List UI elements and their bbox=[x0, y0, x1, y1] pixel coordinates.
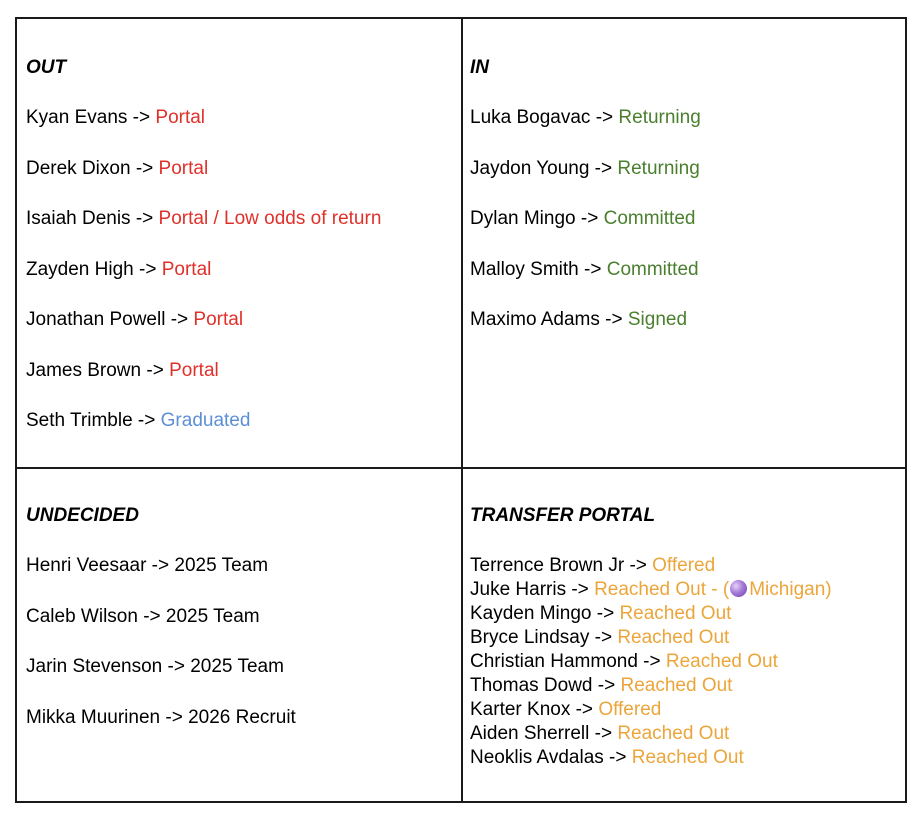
transfer-row bbox=[470, 722, 900, 746]
status: Returning bbox=[618, 107, 701, 128]
player-name: Kyan Evans bbox=[26, 107, 128, 128]
undecided-cell bbox=[26, 505, 456, 757]
player-name: Malloy Smith bbox=[470, 258, 579, 280]
transfer-row bbox=[470, 602, 900, 626]
player-name: Terrence Brown Jr bbox=[470, 555, 625, 576]
transfer-row bbox=[470, 746, 900, 770]
transfer-portal-heading: TRANSFER PORTAL bbox=[470, 505, 656, 526]
arrow: -> bbox=[130, 208, 159, 229]
player-name: Jaydon Young bbox=[470, 157, 590, 179]
player-name: Bryce Lindsay bbox=[470, 627, 590, 648]
player-name: Mikka Muurinen bbox=[26, 706, 161, 728]
arrow: -> bbox=[589, 627, 618, 648]
arrow: -> bbox=[603, 747, 632, 768]
player-name: Kayden Mingo bbox=[470, 603, 592, 624]
arrow: -> bbox=[589, 723, 618, 744]
arrow: -> bbox=[578, 258, 607, 280]
status-tail: Michigan) bbox=[749, 579, 832, 600]
arrow: -> bbox=[570, 699, 599, 720]
status: Reached Out bbox=[665, 651, 778, 672]
arrow: -> bbox=[130, 157, 159, 179]
status: Offered bbox=[652, 555, 716, 576]
out-list bbox=[26, 107, 456, 432]
out-row bbox=[26, 360, 456, 382]
arrow: -> bbox=[592, 675, 621, 696]
in-row bbox=[470, 158, 900, 180]
out-heading: OUT bbox=[26, 57, 67, 78]
transfer-row bbox=[470, 650, 900, 674]
in-row bbox=[470, 107, 900, 129]
player-name: Thomas Dowd bbox=[470, 675, 593, 696]
transfer-row bbox=[470, 554, 900, 578]
out-row bbox=[26, 309, 456, 331]
arrow: -> bbox=[624, 555, 653, 576]
out-row bbox=[26, 208, 456, 230]
status: Portal bbox=[155, 107, 206, 128]
crystal-ball-icon bbox=[730, 580, 747, 597]
transfer-row bbox=[470, 626, 900, 650]
status: Reached Out - ( bbox=[594, 579, 730, 600]
arrow: -> bbox=[165, 309, 194, 330]
arrow: -> bbox=[590, 107, 619, 128]
arrow: -> bbox=[133, 258, 162, 280]
undecided-row bbox=[26, 606, 456, 628]
arrow: -> bbox=[566, 579, 595, 600]
out-row bbox=[26, 107, 456, 129]
player-name: Zayden High bbox=[26, 258, 134, 280]
status: Reached Out bbox=[620, 675, 733, 696]
player-name: Maximo Adams bbox=[470, 309, 600, 330]
player-name: Neoklis Avdalas bbox=[470, 747, 604, 768]
out-row bbox=[26, 158, 456, 180]
column-divider bbox=[461, 19, 463, 801]
status: Committed bbox=[606, 258, 699, 280]
arrow: -> bbox=[137, 605, 166, 627]
arrow: -> bbox=[132, 410, 161, 431]
transfer-row bbox=[470, 674, 900, 698]
status: Reached Out bbox=[631, 747, 744, 768]
status: Offered bbox=[598, 699, 662, 720]
row-divider bbox=[17, 467, 905, 469]
player-name: Seth Trimble bbox=[26, 410, 133, 431]
undecided-row bbox=[26, 656, 456, 678]
roster-table bbox=[15, 17, 907, 803]
status: Reached Out bbox=[619, 603, 732, 624]
status: Portal bbox=[193, 309, 244, 330]
in-cell bbox=[470, 57, 900, 360]
status: Reached Out bbox=[617, 723, 730, 744]
out-row bbox=[26, 259, 456, 281]
player-name: Jarin Stevenson bbox=[26, 656, 163, 677]
undecided-row bbox=[26, 707, 456, 729]
status: Signed bbox=[627, 309, 688, 330]
status: Returning bbox=[617, 157, 700, 179]
status: 2025 Team bbox=[165, 605, 260, 627]
out-cell bbox=[26, 57, 456, 461]
transfer-row bbox=[470, 578, 900, 602]
player-name: Isaiah Denis bbox=[26, 208, 131, 229]
transfer-row bbox=[470, 698, 900, 722]
player-name: Christian Hammond bbox=[470, 651, 638, 672]
status: 2025 Team bbox=[174, 555, 269, 576]
player-name: Karter Knox bbox=[470, 699, 571, 720]
status: Portal bbox=[161, 258, 212, 280]
transfer-portal-list bbox=[470, 554, 900, 770]
status: Portal / Low odds of return bbox=[158, 208, 382, 229]
arrow: -> bbox=[162, 656, 191, 677]
arrow: -> bbox=[637, 651, 666, 672]
undecided-heading: UNDECIDED bbox=[26, 505, 139, 526]
arrow: -> bbox=[146, 555, 175, 576]
undecided-row bbox=[26, 555, 456, 577]
in-row bbox=[470, 259, 900, 281]
player-name: Luka Bogavac bbox=[470, 107, 591, 128]
status: Graduated bbox=[160, 410, 251, 431]
player-name: Caleb Wilson bbox=[26, 605, 138, 627]
arrow: -> bbox=[599, 309, 628, 330]
player-name: Dylan Mingo bbox=[470, 208, 576, 229]
out-row bbox=[26, 410, 456, 432]
player-name: James Brown bbox=[26, 359, 142, 381]
in-row bbox=[470, 309, 900, 331]
status: 2025 Team bbox=[190, 656, 284, 677]
in-heading: IN bbox=[470, 57, 489, 78]
status: Portal bbox=[169, 359, 219, 381]
arrow: -> bbox=[591, 603, 620, 624]
player-name: Derek Dixon bbox=[26, 157, 131, 179]
transfer-portal-cell bbox=[470, 505, 900, 770]
arrow: -> bbox=[575, 208, 604, 229]
player-name: Henri Veesaar bbox=[26, 555, 147, 576]
player-name: Jonathan Powell bbox=[26, 309, 166, 330]
arrow: -> bbox=[160, 706, 189, 728]
status: Reached Out bbox=[617, 627, 730, 648]
status: Committed bbox=[603, 208, 696, 229]
in-row bbox=[470, 208, 900, 230]
status: 2026 Recruit bbox=[188, 706, 296, 728]
player-name: Aiden Sherrell bbox=[470, 723, 590, 744]
arrow: -> bbox=[127, 107, 156, 128]
arrow: -> bbox=[141, 359, 170, 381]
arrow: -> bbox=[589, 157, 618, 179]
in-list bbox=[470, 107, 900, 331]
undecided-list bbox=[26, 555, 456, 729]
status: Portal bbox=[158, 157, 209, 179]
player-name: Juke Harris bbox=[470, 579, 567, 600]
